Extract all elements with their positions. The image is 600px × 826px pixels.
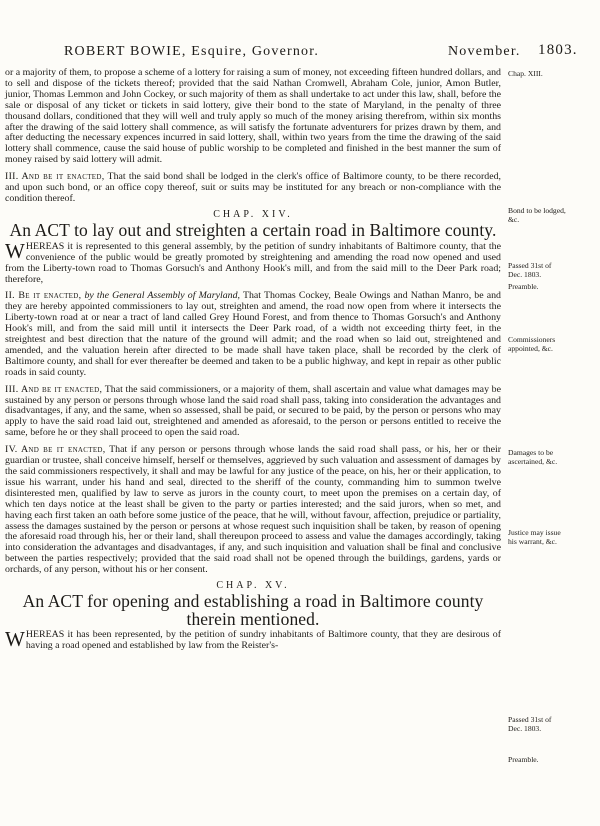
main-text-column <box>5 68 501 652</box>
margin-note-chap-xiii: Chap. XIII. <box>508 69 543 78</box>
section-lead: III. And be it enacted, <box>5 383 103 395</box>
chap-xiv-section-3 <box>5 385 501 440</box>
section-text: That the said bond shall be lodged in the clerk's office of Baltimore county, to be there recorded, and upon such bond, or an office copy thereof, suit or suits may be instituted for any breach or non-compliance with the condition thereof. <box>5 171 501 204</box>
chap-xiii-continuation: or a majority of them, to propose a scheme of a lottery for raising a sum of money, not exceeding fifteen hundred dollars, and to sell and dispose of the tickets thereof; provided that the said Nathan Cromwell, Abraham Cole, junior, Amon Butler, junior, Thomas Lemmon and John Cockey, or such majority of them as shall undertake to act under this law, shall, before the sale or disposal of any ticket or tickets in said lottery, give their bond to the state of Maryland, in the penalty of three thousand dollars, conditioned that they will well and truly apply so much of the money arising therefrom, within six months after the drawing of the said lottery shall commence, as will satisfy the fortunate adventurers for prizes drawn by them, and after deducting the necessary expences incurred in said lottery, shall, within two years from the time the drawing of the said lottery shall commence, cause the said house of public worship to be completed and finished in the best manner the sum of money raised by said lottery will admit. <box>5 67 501 166</box>
margin-note-bond-lodged: Bond to be lodged, &c. <box>508 206 566 224</box>
enacting-clause: by the General Assembly of Maryland, <box>84 290 240 302</box>
chap-xiv-section-4 <box>5 445 501 576</box>
preamble-text: HEREAS it is represented to this general assembly, by the petition of sundry inhabitants of Baltimore county, that the convenience of the public would be greatly promoted by streightening and amending the road now opened and used from the Liberty-town road to Thomas Gorsuch's and Anthony Hook's mill, and from the said mill to the Deer Park road; therefore, <box>5 240 501 285</box>
drop-capital: W <box>5 626 25 651</box>
preamble-text: HEREAS it has been represented, by the petition of sundry inhabitants of Baltimore county, that they are desirous of having a road opened and established by law from the Reister's- <box>25 628 501 651</box>
section-text: That Thomas Cockey, Beale Owings and Nathan Manro, be and they are hereby appointed commissioners to lay out, streighten and amend, the road now open from where it intersects the Liberty-town road at or near a tract of land called Grey Hound Forest, and from thence to Thomas Gorsuch's and Anthony Hook's mill, and from the said mill until it intersects the Deer Park road, of a width not exceeding thirty feet, in the streightest and best direction that the nature of the ground will admit; and the road when so laid out, streightened and amended, and the valuation herein after directed to be made shall have taken place, shall be recorded by the clerk of Baltimore county, and shall for ever thereafter be deemed and taken to be a public highway, and kept in repair as other public roads in said county. <box>5 290 501 378</box>
section-text: That the said commissioners, or a majority of them, shall ascertain and value what damages may be sustained by any person or persons through whose land the said road shall pass, taking into consideration the advantages and disadvantages, if any, and the same, when so assessed, shall be paid, or secured to be paid, by the person or persons who may apply to have the said road laid out, streightened and amended as aforesaid, to the person or persons entitled to receive the same, before he or they shall proceed to open the said road. <box>5 383 501 439</box>
running-head-year: 1803. <box>538 42 578 58</box>
drop-capital: W <box>5 238 25 263</box>
chapter-heading-xiv: CHAP. XIV. <box>213 208 293 220</box>
act-title-xiv: An ACT to lay out and streighten a certain road in Baltimore county. <box>9 219 497 240</box>
chap-xiv-section-2 <box>5 291 501 378</box>
act-title-xv: An ACT for opening and establishing a road in Baltimore county therein mentioned. <box>22 590 484 629</box>
margin-note-passed-xv: Passed 31st of Dec. 1803. <box>508 715 552 733</box>
chap-xiv-preamble <box>5 238 501 286</box>
chap-xiii-section-3 <box>5 172 501 205</box>
margin-note-commissioners: Commissioners appointed, &c. <box>508 335 556 353</box>
section-lead: III. And be it enacted, <box>5 171 105 183</box>
section-text: That if any person or persons through whose lands the said road shall pass, or his, her or their guardian or trustee, shall conceive himself, herself or themselves, aggrieved by such valuation and assessment of damages by the said commissioners respectively, it shall and may be lawful for any justice of the peace, on his, her or their application, to issue his warrant, under his hand and seal, directed to the sheriff of the county, commanding him to summon twelve disinterested men, qualified by law to serve as jurors in the county court, to meet upon the premises on a certain day, of which ten days notice at the least shall be given to the party or parties interested; and the said jurors, when so met, and having each first taken an oath before some justice of the peace, that he will, without favour, affection, prejudice or partiality, assess the damages sustained by the person or persons at whose request such inquisition shall be taken, by reason of opening the aforesaid road through his, her or their land, shall thereupon proceed to assess and value the damages accordingly, taking into consideration the advantages and disadvantages, if any, and such inquisition and valuation shall be final and conclusive between the parties respectively; provided that the said road shall not be opened through the buildings, gardens, yards or orchards, of any person, without his or her consent. <box>5 444 501 576</box>
margin-note-damages: Damages to be ascertained, &c. <box>508 448 558 466</box>
margin-note-preamble-xv: Preamble. <box>508 755 539 764</box>
chap-xv-preamble <box>5 626 501 652</box>
margin-note-preamble-xiv: Preamble. <box>508 282 539 291</box>
running-head-month: November. <box>448 44 521 59</box>
margin-note-justice: Justice may issue his warrant, &c. <box>508 528 561 546</box>
chapter-heading-xv: CHAP. XV. <box>216 580 290 592</box>
section-lead: II. Be it enacted, <box>5 290 82 302</box>
section-lead: IV. And be it enacted, <box>5 444 106 456</box>
margin-note-passed-xiv: Passed 31st of Dec. 1803. <box>508 261 552 279</box>
running-head <box>30 44 578 66</box>
running-head-title: ROBERT BOWIE, Esquire, Governor. <box>64 44 320 59</box>
